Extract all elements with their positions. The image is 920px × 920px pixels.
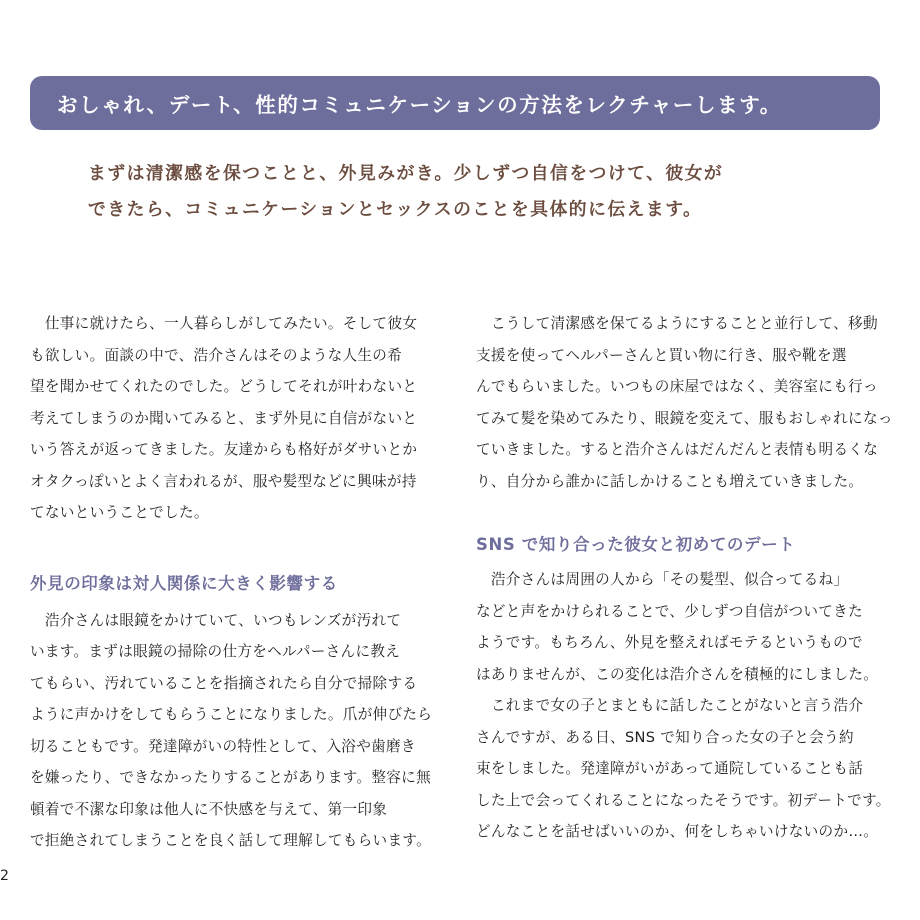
text-line: はありませんが、この変化は浩介さんを積極的にしました。 [476,665,879,683]
text-line: さんですが、ある日、SNS で知り合った女の子と会う約 [476,728,854,746]
text-line: も欲しい。面談の中で、浩介さんはそのような人生の希 [30,346,403,364]
left-paragraph-1 [30,308,440,529]
text-line: などと声をかけられることで、少しずつ自信がついてきた [476,602,863,620]
text-line: 束をしました。発達障がいがあって通院していることも話 [476,760,864,777]
text-line: います。まずは眼鏡の掃除の仕方をヘルパーさんに教え [30,643,401,660]
text-line: てないということでした。 [30,504,209,521]
text-line: どんなことを話せばいいのか、何をしちゃいけないのか…。 [476,823,879,840]
text-line: で拒絶されてしまうことを良く話して理解してもらいます。 [30,832,431,849]
text-line: り、自分から誰かに話しかけることも増えていきました。 [476,472,864,490]
text-line: こうして清潔感を保てるようにすることと並行して、移動 [476,315,878,332]
text-line: した上で会ってくれることになったそうです。初デートです。 [476,791,891,809]
text-line: 支援を使ってヘルパーさんと買い物に行き、服や靴を選 [476,346,847,364]
text-line: ようです。もちろん、外見を整えればモテるというもので [476,634,863,651]
left-column [30,308,440,857]
text-line: 望を聞かせてくれたのでした。どうしてそれが叶わないと [30,378,418,395]
text-line: 仕事に就けたら、一人暮らしがしてみたい。そして彼女 [30,315,418,332]
text-line: オタクっぽいとよく言われるが、服や髪型などに興味が持 [30,472,417,490]
text-line: 浩介さんは眼鏡をかけていて、いつもレンズが汚れて [30,611,402,629]
text-line: ていきました。すると浩介さんはだんだんと表情も明るくな [476,441,879,458]
text-line: てみて髪を染めてみたり、眼鏡を変えて、服もおしゃれになっ [476,409,893,427]
right-column [476,308,893,848]
text-line: 浩介さんは周囲の人から「その髪型、似合ってるね」 [476,571,849,588]
lead-paragraph [88,156,848,228]
page-number: 2 [0,868,9,884]
right-paragraph-2 [476,564,891,848]
right-paragraph-1 [476,308,893,497]
text-line: 切ることもです。発達障がいの特性として、入浴や歯磨き [30,737,416,755]
lead-line: まずは清潔感を保つことと、外見みがき。少しずつ自信をつけて、彼女が [88,163,724,184]
title-banner [30,76,880,130]
text-line: これまで女の子とまともに話したことがないと言う浩介 [476,697,864,714]
text-line: てもらい、汚れていることを指摘されたら自分で掃除する [30,674,418,692]
banner-title: おしゃれ、デート、性的コミュニケーションの方法をレクチャーします。 [57,93,782,117]
text-line: ように声かけをしてもらうことになりました。爪が伸びたら [30,706,433,723]
right-subheading: SNS で知り合った彼女と初めてのデート [476,535,796,554]
text-line: を嫌ったり、できなかったりすることがあります。整容に無 [30,769,431,786]
lead-line: できたら、コミュニケーションとセックスのことを具体的に伝えます。 [88,199,703,220]
text-line: 頓着で不潔な印象は他人に不快感を与えて、第一印象 [30,800,388,818]
left-subheading: 外見の印象は対人関係に大きく影響する [30,573,338,593]
text-line: いう答えが返ってきました。友達からも格好がダサいとか [30,441,418,458]
left-paragraph-2 [30,605,440,857]
text-line: 考えてしまうのか聞いてみると、まず外見に自信がないと [30,409,418,427]
text-line: んでもらいました。いつもの床屋ではなく、美容室にも行っ [476,378,878,395]
